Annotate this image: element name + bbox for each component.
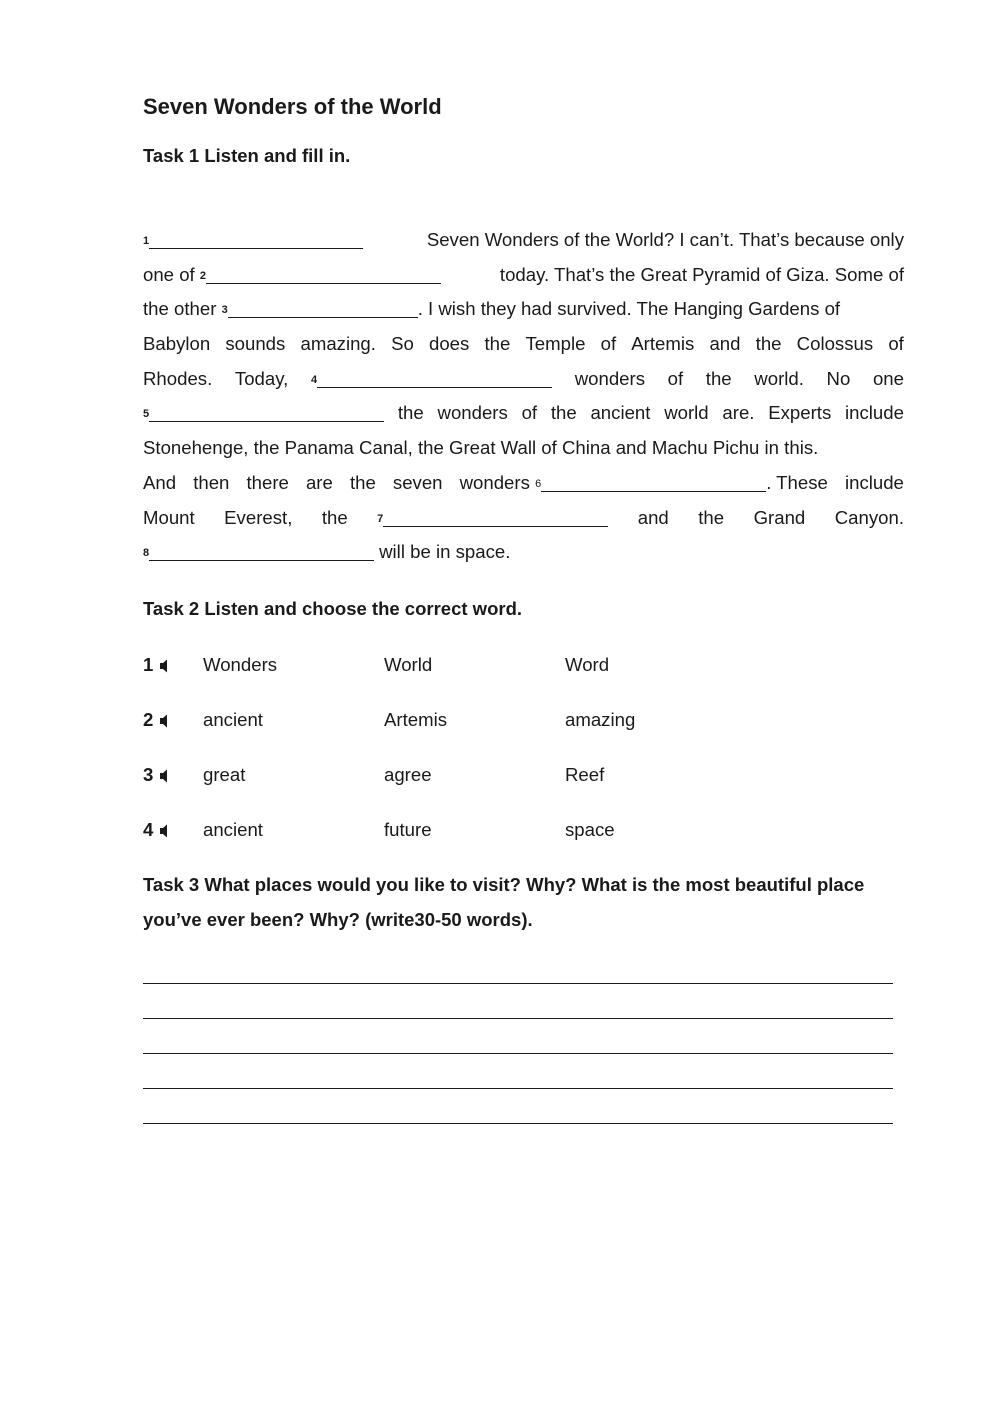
passage-word: Babylon (143, 333, 211, 355)
answer-line[interactable] (143, 1019, 893, 1054)
passage-word: the (349, 471, 376, 493)
page-title: Seven Wonders of the World (143, 94, 442, 119)
passage-word: the (698, 506, 725, 528)
passage-word: seven (392, 471, 443, 493)
passage-word: Everest, (224, 506, 293, 528)
passage-word: wonders (437, 402, 508, 424)
word-option[interactable]: ancient (203, 709, 263, 730)
passage-word: Rhodes. (143, 367, 213, 389)
passage-word: there (246, 471, 289, 493)
passage-word: And (143, 471, 177, 493)
blank-6[interactable]: 6 (535, 470, 766, 489)
row-number: 4 (143, 819, 154, 840)
passage-line-9 (143, 501, 904, 536)
row-number: 1 (143, 654, 154, 675)
row-number: 2 (143, 709, 154, 730)
word-option[interactable]: World (384, 654, 433, 675)
passage-line-6 (143, 396, 904, 431)
passage-line-7 (143, 431, 904, 466)
speaker-icon[interactable] (157, 712, 171, 728)
answer-line[interactable] (143, 1089, 893, 1124)
blank-5[interactable]: 5 (143, 400, 384, 419)
passage-word: world (664, 402, 709, 424)
passage-word: include (844, 471, 904, 493)
passage-word: the (321, 506, 348, 528)
answer-line[interactable] (143, 1054, 893, 1089)
passage-line-3 (143, 292, 904, 327)
blank-1[interactable]: 1 (143, 227, 363, 246)
passage-word: world. (754, 367, 804, 389)
passage-text: Stonehenge, the Panama Canal, the Great Wall of China and Machu Pichu in this. (143, 437, 819, 459)
passage-word: then (193, 471, 230, 493)
passage-word: are (305, 471, 333, 493)
passage-word: does (429, 333, 470, 355)
passage-word: the (484, 333, 511, 355)
passage-word: amazing. (300, 333, 376, 355)
blank-2[interactable]: 2 (200, 262, 441, 281)
passage-text: one of (143, 263, 195, 285)
task2-heading: Task 2 Listen and choose the correct word. (143, 598, 523, 619)
word-option[interactable]: Artemis (384, 709, 448, 730)
word-option[interactable]: great (203, 764, 246, 785)
blank-4[interactable]: 4 (311, 366, 552, 385)
passage-word: one (872, 367, 904, 389)
passage-word: sounds (225, 333, 286, 355)
passage-word: No (826, 367, 851, 389)
passage-word: . These (766, 471, 828, 493)
answer-line[interactable] (143, 968, 893, 984)
passage-word: the (705, 367, 732, 389)
word-option[interactable]: amazing (565, 709, 636, 730)
passage-line-1 (143, 223, 904, 258)
passage-word: Canyon. (834, 506, 904, 528)
passage-text: Seven Wonders of the World? I can’t. That’s because only (426, 229, 904, 250)
word-option[interactable]: future (384, 819, 432, 840)
task3-heading: Task 3 What places would you like to visit? Why? What is the most beautiful place you’ve ever been? Why? (write30-50 words). (143, 874, 865, 930)
word-option[interactable]: agree (384, 764, 432, 785)
passage-word: So (391, 333, 414, 355)
passage-word: ancient (590, 402, 651, 424)
passage-word: Grand (753, 506, 806, 528)
passage-word: Colossus (796, 333, 874, 355)
passage-line-2 (143, 258, 904, 293)
row-number: 3 (143, 764, 154, 785)
word-option[interactable]: Reef (565, 764, 605, 785)
word-option[interactable]: Wonders (203, 654, 278, 675)
passage-text: today. That’s the Great Pyramid of Giza. Some of (499, 263, 904, 285)
passage-word: Temple (525, 333, 586, 355)
fill-in-passage (143, 223, 904, 570)
passage-text: . I wish they had survived. The Hanging Gardens of (417, 298, 841, 320)
word-option[interactable]: Word (565, 654, 610, 675)
passage-line-5 (143, 362, 904, 397)
passage-word: Mount (143, 506, 195, 528)
passage-word: of (667, 367, 684, 389)
blank-3[interactable]: 3 (222, 296, 418, 315)
blank-8[interactable]: 8 (143, 539, 374, 558)
task1-heading: Task 1 Listen and fill in. (143, 145, 351, 166)
passage-word: and (637, 506, 669, 528)
blank-7[interactable]: 7 (377, 505, 608, 524)
passage-line-8 (143, 466, 904, 501)
passage-word: the (755, 333, 782, 355)
passage-word: the (397, 402, 424, 424)
passage-word: Experts (768, 402, 832, 424)
speaker-icon[interactable] (157, 767, 171, 783)
passage-text: the other (143, 298, 217, 320)
passage-text: will be in space. (379, 541, 511, 563)
speaker-icon[interactable] (157, 822, 171, 838)
passage-line-4 (143, 327, 904, 362)
passage-word: the (550, 402, 577, 424)
word-option[interactable]: ancient (203, 819, 263, 840)
word-option[interactable]: space (565, 819, 615, 840)
passage-word: Artemis (631, 333, 695, 355)
passage-word: and (709, 333, 741, 355)
answer-line[interactable] (143, 984, 893, 1019)
passage-word: include (845, 402, 904, 424)
passage-word: Today, (234, 367, 289, 389)
passage-word: of (600, 333, 617, 355)
writing-area (143, 968, 893, 1124)
passage-word: wonders (459, 471, 530, 493)
passage-word: of (888, 333, 904, 355)
passage-word: of (521, 402, 538, 424)
passage-word: wonders (574, 367, 645, 389)
passage-word: are. (722, 402, 755, 424)
speaker-icon[interactable] (157, 657, 171, 673)
passage-line-10 (143, 535, 904, 570)
